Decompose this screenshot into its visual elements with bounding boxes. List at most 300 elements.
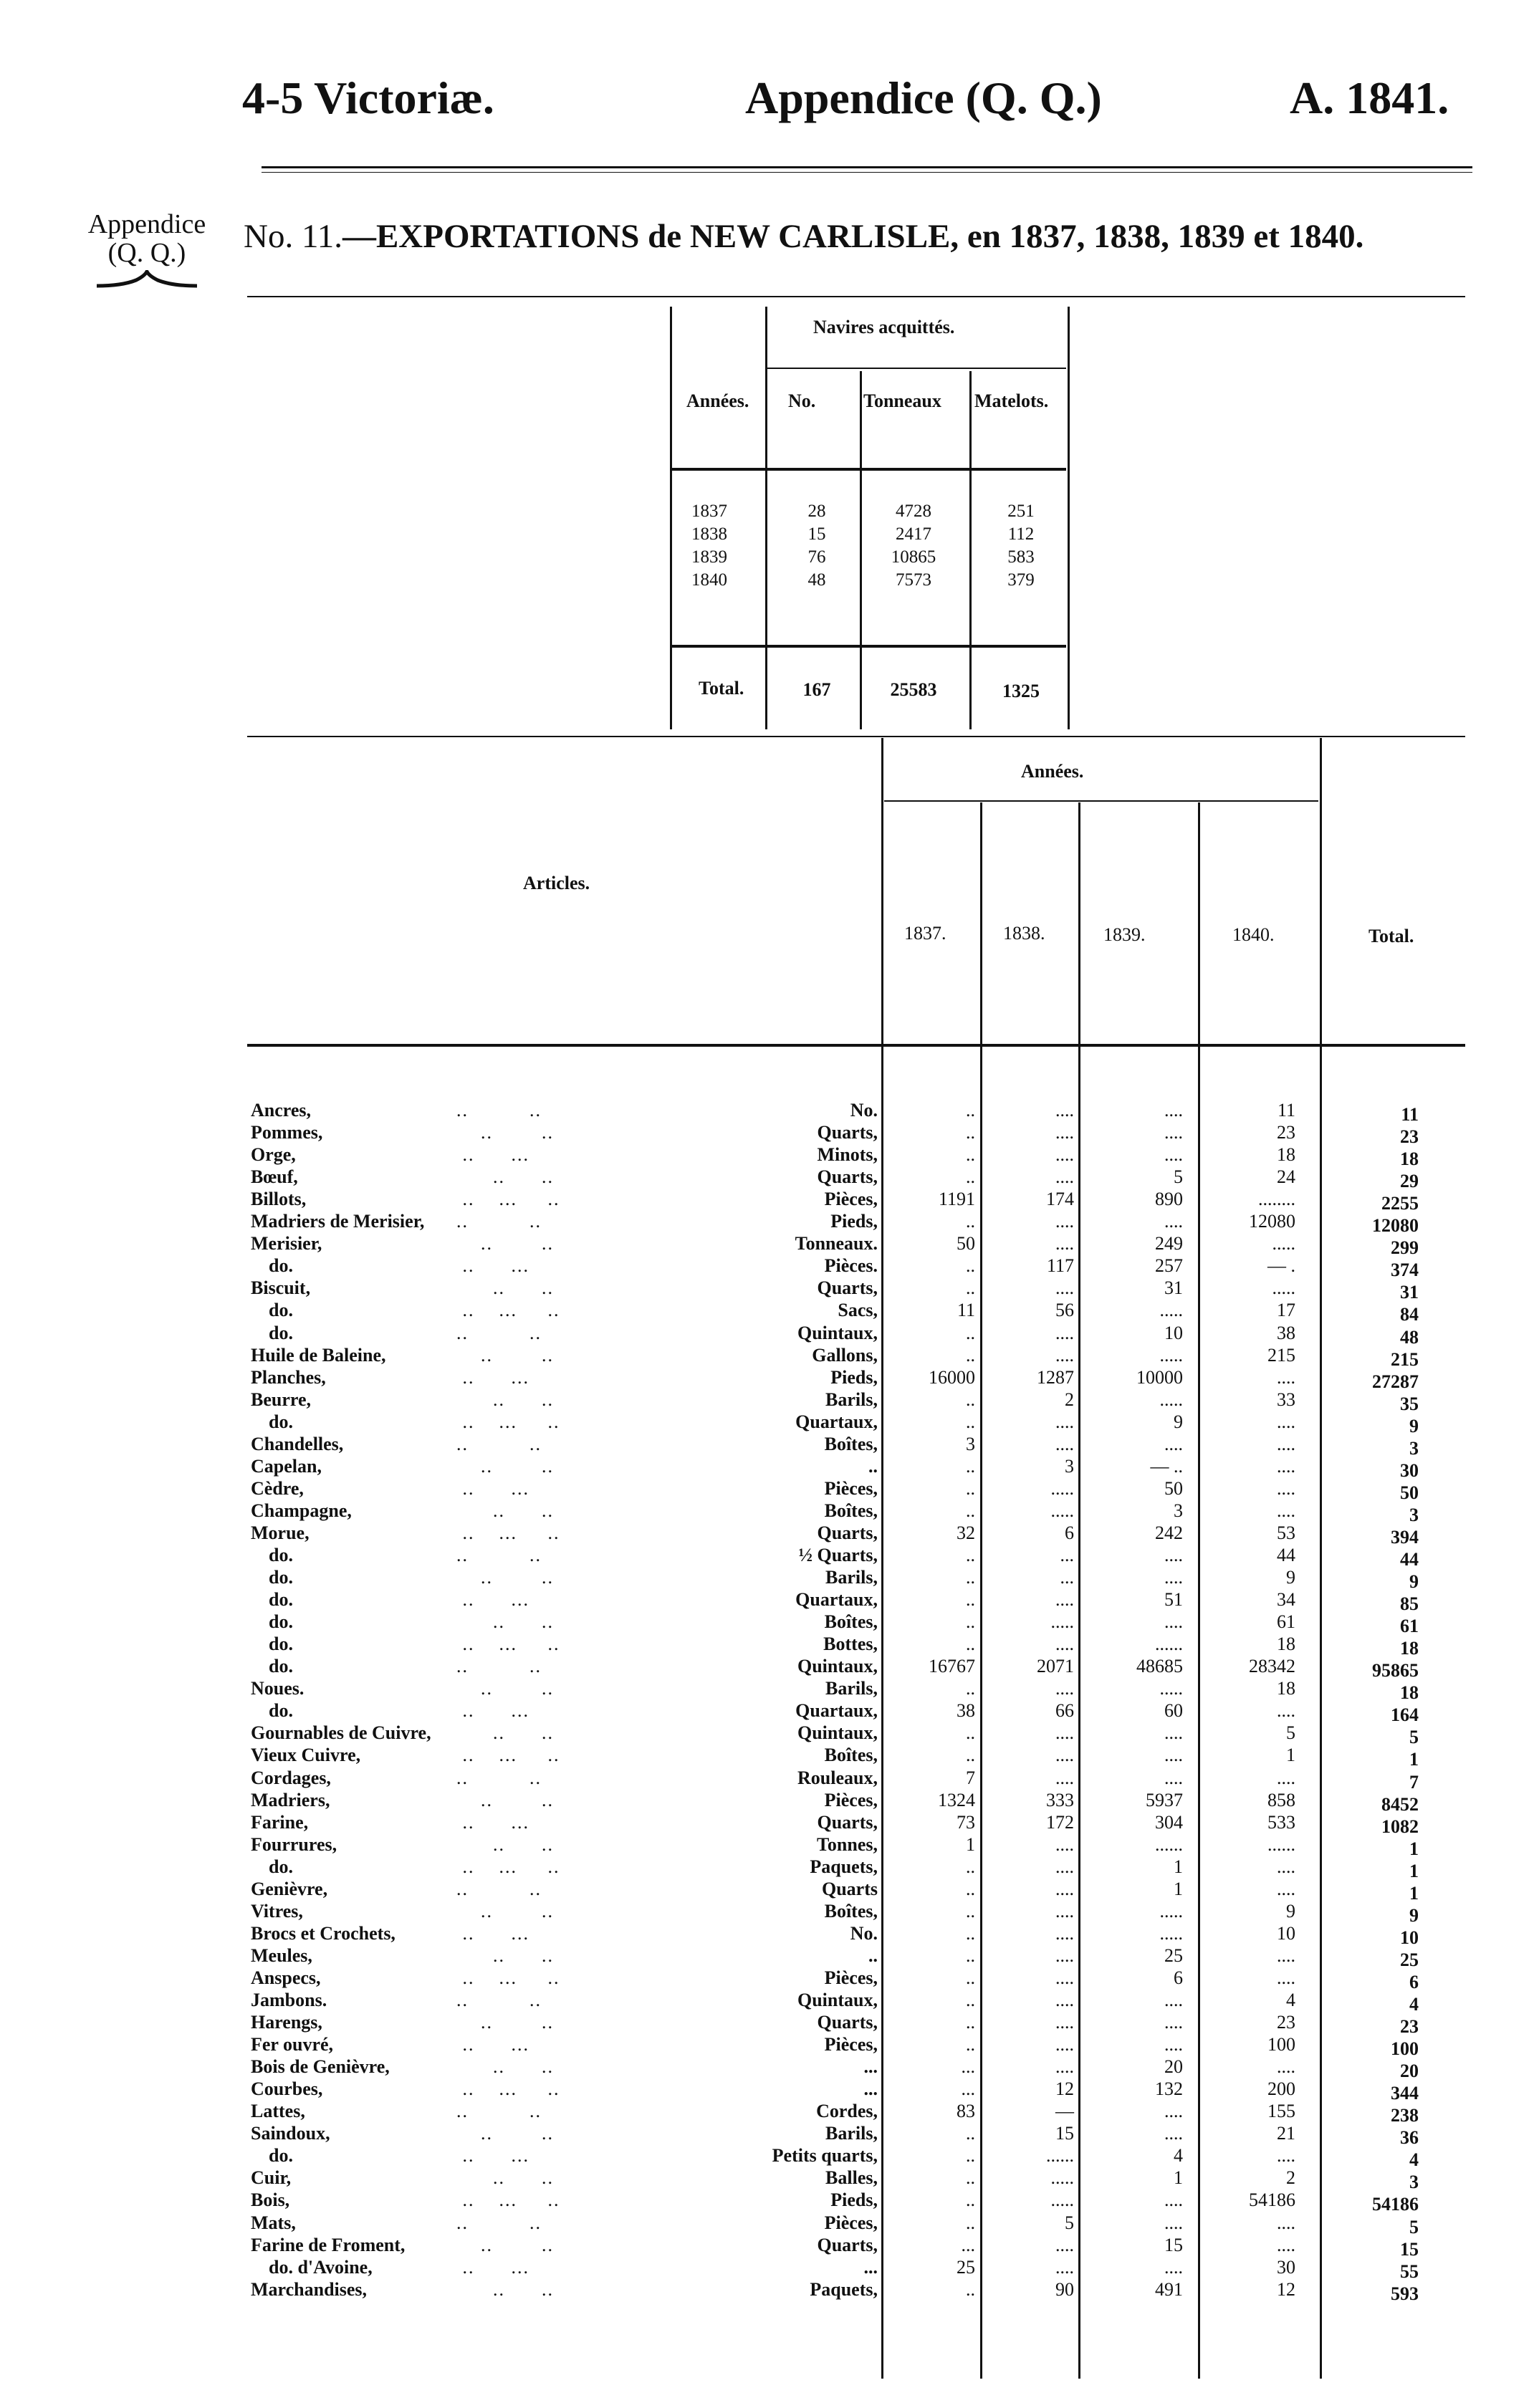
cell-1838: .... (1055, 1144, 1074, 1165)
cell-1839: 15 (1164, 2235, 1183, 2255)
cell-1839: 257 (1155, 1255, 1183, 1276)
article-unit: Pièces, (824, 1967, 878, 1988)
cell-1837: ... (961, 2078, 975, 2099)
articles-col-1840: 1840. (1232, 924, 1275, 945)
cell-1837: 32 (957, 1522, 975, 1543)
cell-1839: 890 (1155, 1189, 1183, 1209)
article-unit: Cordes, (816, 2101, 878, 2121)
ships-cell-year: 1839 (691, 547, 727, 567)
cell-1838: .... (1055, 1100, 1074, 1121)
article-name: Meules, (251, 1945, 312, 1966)
cell-1839: 1 (1174, 1856, 1183, 1877)
cell-1839: 50 (1164, 1478, 1183, 1499)
document-title (244, 217, 1363, 256)
cell-1839: 20 (1164, 2056, 1183, 2077)
leader-dots: .. .. (444, 2056, 566, 2077)
cell-1840: 23 (1277, 1122, 1295, 1143)
leader-dots: .. .. (444, 2212, 554, 2233)
article-unit: Balles, (825, 2167, 878, 2188)
leader-dots: .. ... (444, 1255, 554, 1276)
cell-1837: .. (966, 2189, 975, 2210)
article-unit: Quarts, (817, 2235, 878, 2255)
ships-cell-sailors: 379 (1007, 570, 1035, 590)
cell-1838: .... (1055, 1879, 1074, 1899)
cell-total: 1 (1409, 1838, 1419, 1859)
cell-total: 4 (1409, 1994, 1419, 2015)
ships-total-sailors: 1325 (1002, 681, 1040, 701)
article-name: Orge, (251, 1144, 296, 1165)
cell-1839: ..... (1159, 1923, 1183, 1944)
cell-1839: 4 (1174, 2145, 1183, 2166)
leader-dots: .. ... (444, 2145, 554, 2166)
ships-cell-year: 1840 (691, 570, 727, 590)
cell-1839: 491 (1155, 2279, 1183, 2300)
article-name: Vieux Cuivre, (251, 1745, 361, 1765)
cell-total: 9 (1409, 1905, 1419, 1926)
leader-dots: .. ... (444, 1700, 554, 1721)
article-name: Fer ouvré, (251, 2034, 334, 2055)
article-unit: Barils, (825, 2123, 878, 2144)
leader-dots: .. ... (444, 2034, 554, 2055)
cell-1838: 2 (1065, 1389, 1074, 1410)
cell-1839: .... (1164, 1144, 1183, 1165)
articles-vline-1840 (1198, 802, 1200, 2379)
cell-total: 61 (1400, 1616, 1419, 1636)
cell-1838: ..... (1050, 1611, 1074, 1632)
leader-dots: .. ... .. (444, 2189, 560, 2210)
article-name: Courbes, (251, 2078, 323, 2099)
cell-1839: ...... (1155, 1834, 1183, 1855)
leader-dots: .. .. (444, 1122, 572, 1143)
article-unit: Gallons, (812, 1345, 878, 1366)
cell-1840: .... (1277, 1700, 1295, 1721)
leader-dots: .. .. (444, 1233, 572, 1254)
cell-1840: 17 (1277, 1300, 1295, 1320)
cell-1840: ..... (1272, 1277, 1295, 1298)
cell-1840: 155 (1267, 2101, 1295, 2121)
cell-1837: .. (966, 1411, 975, 1432)
cell-1838: 66 (1055, 1700, 1074, 1721)
cell-total: 5 (1409, 1727, 1419, 1747)
article-name: do. (269, 1589, 293, 1610)
cell-1840: 24 (1277, 1166, 1295, 1187)
article-unit: Rouleaux, (797, 1767, 878, 1788)
cell-1837: .. (966, 1945, 975, 1966)
leader-dots: .. .. (444, 1678, 572, 1699)
cell-total: 4 (1409, 2149, 1419, 2170)
article-unit: Quartaux, (795, 1700, 878, 1721)
cell-total: 2255 (1381, 1193, 1419, 1214)
cell-1837: ... (961, 2235, 975, 2255)
cell-1840: .... (1277, 1367, 1295, 1388)
cell-1840: 54186 (1249, 2189, 1295, 2210)
ships-total-rule (672, 645, 1066, 648)
cell-1838: .... (1055, 1277, 1074, 1298)
cell-total: 18 (1400, 1682, 1419, 1703)
leader-dots: .. .. (444, 1434, 554, 1454)
article-name: Marchandises, (251, 2279, 368, 2300)
cell-1837: 38 (957, 1700, 975, 1721)
cell-total: 44 (1400, 1549, 1419, 1570)
cell-1840: .... (1277, 1478, 1295, 1499)
article-unit: Quartaux, (795, 1411, 878, 1432)
cell-total: 3 (1409, 1438, 1419, 1459)
cell-total: 1082 (1381, 1816, 1419, 1837)
leader-dots: .. .. (444, 1656, 554, 1677)
cell-total: 85 (1400, 1593, 1419, 1614)
cell-1838: .... (1055, 1211, 1074, 1232)
leader-dots: .. .. (444, 1389, 566, 1410)
cell-1837: .. (966, 1389, 975, 1410)
cell-1837: 83 (957, 2101, 975, 2121)
cell-1840: 18 (1277, 1144, 1295, 1165)
cell-1840: 1 (1286, 1745, 1295, 1765)
ships-cell-sailors: 251 (1007, 502, 1035, 521)
articles-vline-1837 (881, 738, 883, 2379)
cell-1838: .... (1055, 2034, 1074, 2055)
article-name: Lattes, (251, 2101, 305, 2121)
running-header-center: Appendice (Q. Q.) (745, 72, 1102, 123)
ships-cell-no: 48 (807, 570, 826, 590)
article-name: Planches, (251, 1367, 326, 1388)
article-unit: Quarts, (817, 1522, 878, 1543)
cell-1837: .. (966, 1456, 975, 1477)
article-unit: Tonneaux. (795, 1233, 878, 1254)
leader-dots: .. .. (444, 1722, 566, 1743)
cell-1839: 10 (1164, 1323, 1183, 1343)
article-name: do. (269, 1634, 293, 1654)
article-name: Biscuit, (251, 1277, 311, 1298)
cell-total: 20 (1400, 2061, 1419, 2081)
article-name: Cuir, (251, 2167, 292, 2188)
article-unit: Quarts, (817, 1122, 878, 1143)
cell-1837: .. (966, 1100, 975, 1121)
leader-dots: .. .. (444, 1611, 566, 1632)
article-name: Vitres, (251, 1901, 303, 1922)
cell-total: 3 (1409, 2172, 1419, 2192)
leader-dots: .. ... .. (444, 1522, 560, 1543)
running-header-left: 4-5 Victoriæ. (242, 72, 494, 123)
leader-dots: .. ... .. (444, 1411, 560, 1432)
leader-dots: .. .. (444, 1901, 572, 1922)
cell-1837: .. (966, 1345, 975, 1366)
cell-1840: .... (1277, 1411, 1295, 1432)
cell-1840: 44 (1277, 1545, 1295, 1565)
cell-1840: .... (1277, 2145, 1295, 2166)
cell-1838: .... (1055, 1901, 1074, 1922)
leader-dots: .. ... (444, 1367, 554, 1388)
articles-col-total: Total. (1368, 926, 1414, 946)
title-text: —EXPORTATIONS de NEW CARLISLE, en 1837, 1838, 1839 et 1840. (342, 218, 1364, 255)
cell-total: 95865 (1372, 1660, 1419, 1681)
cell-1840: 10 (1277, 1923, 1295, 1944)
leader-dots: .. .. (444, 1767, 554, 1788)
article-unit: Quintaux, (797, 1990, 878, 2010)
cell-1837: .. (966, 1901, 975, 1922)
article-unit: Quintaux, (797, 1323, 878, 1343)
ships-total-tons: 25583 (890, 679, 937, 700)
cell-1838: .... (1055, 1834, 1074, 1855)
cell-total: 15 (1400, 2239, 1419, 2260)
article-name: do. (269, 1856, 293, 1877)
article-name: do. (269, 1700, 293, 1721)
leader-dots: .. .. (444, 2123, 572, 2144)
article-name: Bois de Genièvre, (251, 2056, 390, 2077)
cell-total: 36 (1400, 2127, 1419, 2148)
article-unit: No. (850, 1923, 878, 1944)
ships-total-label: Total. (699, 678, 744, 699)
cell-1840: .... (1277, 2056, 1295, 2077)
cell-1837: .. (966, 1545, 975, 1565)
article-name: Cèdre, (251, 1478, 304, 1499)
article-name: do. (269, 1656, 293, 1677)
cell-1840: 9 (1286, 1901, 1295, 1922)
leader-dots: .. ... .. (444, 1856, 560, 1877)
article-unit: ... (863, 2257, 878, 2278)
cell-total: 299 (1391, 1237, 1419, 1258)
cell-1838: 2071 (1037, 1656, 1074, 1677)
cell-1840: ........ (1258, 1189, 1295, 1209)
cell-1838: .... (1055, 1233, 1074, 1254)
articles-vline-total (1320, 738, 1322, 2379)
cell-1837: .. (966, 1211, 975, 1232)
cell-1838: .... (1055, 1345, 1074, 1366)
cell-1840: 12080 (1249, 1211, 1295, 1232)
article-name: Genièvre, (251, 1879, 328, 1899)
leader-dots: .. .. (444, 1879, 554, 1899)
cell-1838: 56 (1055, 1300, 1074, 1320)
article-name: do. (269, 1545, 293, 1565)
cell-1838: .... (1055, 1434, 1074, 1454)
cell-total: 1 (1409, 1883, 1419, 1904)
cell-1839: 48685 (1136, 1656, 1183, 1677)
article-unit: Quarts, (817, 1812, 878, 1833)
cell-1837: .. (966, 2167, 975, 2188)
cell-1839: .... (1164, 2101, 1183, 2121)
ships-vline-no (860, 371, 862, 729)
cell-1840: 5 (1286, 1722, 1295, 1743)
cell-1837: 73 (957, 1812, 975, 1833)
cell-1837: 1 (966, 1834, 975, 1855)
article-unit: Quarts, (817, 1277, 878, 1298)
cell-1839: ..... (1159, 1901, 1183, 1922)
ships-header-rule (672, 468, 1066, 471)
cell-1840: 21 (1277, 2123, 1295, 2144)
leader-dots: .. ... (444, 1923, 554, 1944)
article-name: Gournables de Cuivre, (251, 1722, 431, 1743)
cell-total: 1 (1409, 1861, 1419, 1881)
article-unit: Minots, (817, 1144, 878, 1165)
ships-cell-sailors: 583 (1007, 547, 1035, 567)
ships-cell-tons: 7573 (896, 570, 931, 590)
ships-cell-no: 76 (807, 547, 826, 567)
cell-1838: 117 (1046, 1255, 1074, 1276)
article-name: do. (269, 1300, 293, 1320)
cell-1839: .... (1164, 2123, 1183, 2144)
article-unit: .. (868, 1456, 878, 1477)
cell-1839: 25 (1164, 1945, 1183, 1966)
cell-1838: 6 (1065, 1522, 1074, 1543)
leader-dots: .. .. (444, 1945, 566, 1966)
article-name: Morue, (251, 1522, 310, 1543)
ships-total-no: 167 (802, 679, 831, 700)
cell-total: 11 (1401, 1104, 1419, 1125)
article-name: Beurre, (251, 1389, 311, 1410)
cell-1839: 304 (1155, 1812, 1183, 1833)
leader-dots: .. ... .. (444, 1189, 560, 1209)
cell-1840: 200 (1267, 2078, 1295, 2099)
cell-1839: .... (1164, 2034, 1183, 2055)
article-unit: Sacs, (838, 1300, 878, 1320)
cell-1840: .... (1277, 1456, 1295, 1477)
article-unit: Quartaux, (795, 1589, 878, 1610)
cell-1838: ...... (1046, 2145, 1074, 2166)
cell-1838: .... (1055, 1634, 1074, 1654)
cell-1837: .. (966, 2279, 975, 2300)
cell-1837: 1191 (938, 1189, 975, 1209)
article-unit: ... (863, 2056, 878, 2077)
cell-1839: 31 (1164, 1277, 1183, 1298)
cell-1840: 33 (1277, 1389, 1295, 1410)
article-unit: Pièces, (824, 2212, 878, 2233)
cell-1840: 533 (1267, 1812, 1295, 1833)
ships-vline-tons (969, 371, 972, 729)
cell-1839: 10000 (1136, 1367, 1183, 1388)
cell-1839: 9 (1174, 1411, 1183, 1432)
leader-dots: .. .. (444, 1100, 554, 1121)
cell-1838: .... (1055, 1323, 1074, 1343)
cell-total: 54186 (1372, 2194, 1419, 2215)
cell-1838: .... (1055, 1923, 1074, 1944)
cell-1838: .... (1055, 1589, 1074, 1610)
ships-vline-year (765, 307, 767, 729)
cell-1837: ... (961, 2056, 975, 2077)
article-name: Bœuf, (251, 1166, 298, 1187)
cell-1839: .... (1164, 1100, 1183, 1121)
cell-1838: .... (1055, 1166, 1074, 1187)
cell-total: 9 (1409, 1571, 1419, 1592)
article-name: Huile de Baleine, (251, 1345, 386, 1366)
articles-col-1838: 1838. (1003, 923, 1045, 944)
cell-1840: .... (1277, 1967, 1295, 1988)
cell-1837: .. (966, 1678, 975, 1699)
cell-total: 9 (1409, 1416, 1419, 1436)
cell-1840: .... (1277, 1856, 1295, 1877)
cell-1839: .... (1164, 1767, 1183, 1788)
ships-cell-sailors: 112 (1007, 524, 1035, 544)
leader-dots: .. .. (444, 1545, 554, 1565)
ships-col-no: No. (788, 390, 816, 411)
cell-1838: .... (1055, 1678, 1074, 1699)
ships-cell-no: 28 (807, 502, 826, 521)
cell-1838: 333 (1046, 1790, 1074, 1810)
cell-1840: 11 (1277, 1100, 1295, 1121)
cell-total: 27287 (1372, 1371, 1419, 1392)
cell-1838: 174 (1046, 1189, 1074, 1209)
ships-vline-left (670, 307, 672, 729)
cell-1839: .... (1164, 2212, 1183, 2233)
article-unit: Petits quarts, (772, 2145, 878, 2166)
cell-total: 344 (1391, 2083, 1419, 2104)
cell-1840: 30 (1277, 2257, 1295, 2278)
cell-1837: 7 (966, 1767, 975, 1788)
cell-1837: 16767 (929, 1656, 975, 1677)
article-unit: Tonnes, (816, 1834, 878, 1855)
cell-1838: ..... (1050, 2167, 1074, 2188)
cell-1838: .... (1055, 1745, 1074, 1765)
header-rule-bottom (262, 172, 1472, 173)
cell-1840: 4 (1286, 1990, 1295, 2010)
article-unit: Quintaux, (797, 1656, 878, 1677)
article-name: Noues. (251, 1678, 305, 1699)
cell-1840: .... (1277, 1767, 1295, 1788)
cell-1838: .... (1055, 1967, 1074, 1988)
cell-1840: 18 (1277, 1634, 1295, 1654)
article-name: Anspecs, (251, 1967, 321, 1988)
cell-1837: .. (966, 1277, 975, 1298)
cell-total: 6 (1409, 1972, 1419, 1992)
cell-total: 100 (1391, 2038, 1419, 2059)
ships-cell-year: 1838 (691, 524, 727, 544)
article-name: do. (269, 2145, 293, 2166)
cell-1839: .... (1164, 1567, 1183, 1588)
cell-1838: ..... (1050, 2189, 1074, 2210)
cell-total: 30 (1400, 1460, 1419, 1481)
article-name: Capelan, (251, 1456, 322, 1477)
cell-1838: 12 (1055, 2078, 1074, 2099)
cell-1837: .. (966, 2145, 975, 2166)
cell-1838: ..... (1050, 1478, 1074, 1499)
cell-1837: .. (966, 1122, 975, 1143)
title-rule (247, 296, 1465, 297)
cell-total: 48 (1400, 1327, 1419, 1348)
cell-1840: .... (1277, 2212, 1295, 2233)
article-unit: Boîtes, (824, 1745, 878, 1765)
cell-1839: .... (1164, 1745, 1183, 1765)
cell-total: 593 (1391, 2283, 1419, 2304)
cell-1837: .. (966, 2123, 975, 2144)
cell-1839: — .. (1150, 1456, 1183, 1477)
leader-dots: .. .. (444, 1500, 566, 1521)
cell-1838: .... (1055, 1945, 1074, 1966)
cell-1840: .... (1277, 2235, 1295, 2255)
cell-total: 29 (1400, 1171, 1419, 1191)
article-name: do. (269, 1323, 293, 1343)
leader-dots: .. ... (444, 2257, 554, 2278)
article-unit: Quarts (822, 1879, 878, 1899)
cell-1839: ..... (1159, 1678, 1183, 1699)
article-name: Champagne, (251, 1500, 352, 1521)
cell-1838: — (1055, 2101, 1074, 2121)
cell-1837: .. (966, 1166, 975, 1187)
article-name: Merisier, (251, 1233, 322, 1254)
cell-total: 18 (1400, 1148, 1419, 1169)
cell-total: 215 (1391, 1349, 1419, 1370)
cell-1837: .. (966, 1634, 975, 1654)
cell-1838: .... (1055, 2257, 1074, 2278)
article-unit: Pièces, (824, 1790, 878, 1810)
cell-total: 394 (1391, 1527, 1419, 1548)
cell-1837: .. (966, 1144, 975, 1165)
article-unit: Bottes, (823, 1634, 878, 1654)
article-unit: Paquets, (810, 1856, 878, 1877)
article-unit: Quarts, (817, 2012, 878, 2033)
leader-dots: .. .. (444, 1567, 572, 1588)
cell-total: 374 (1391, 1260, 1419, 1280)
article-unit: Barils, (825, 1678, 878, 1699)
leader-dots: .. ... (444, 1812, 554, 1833)
article-unit: Quarts, (817, 1166, 878, 1187)
